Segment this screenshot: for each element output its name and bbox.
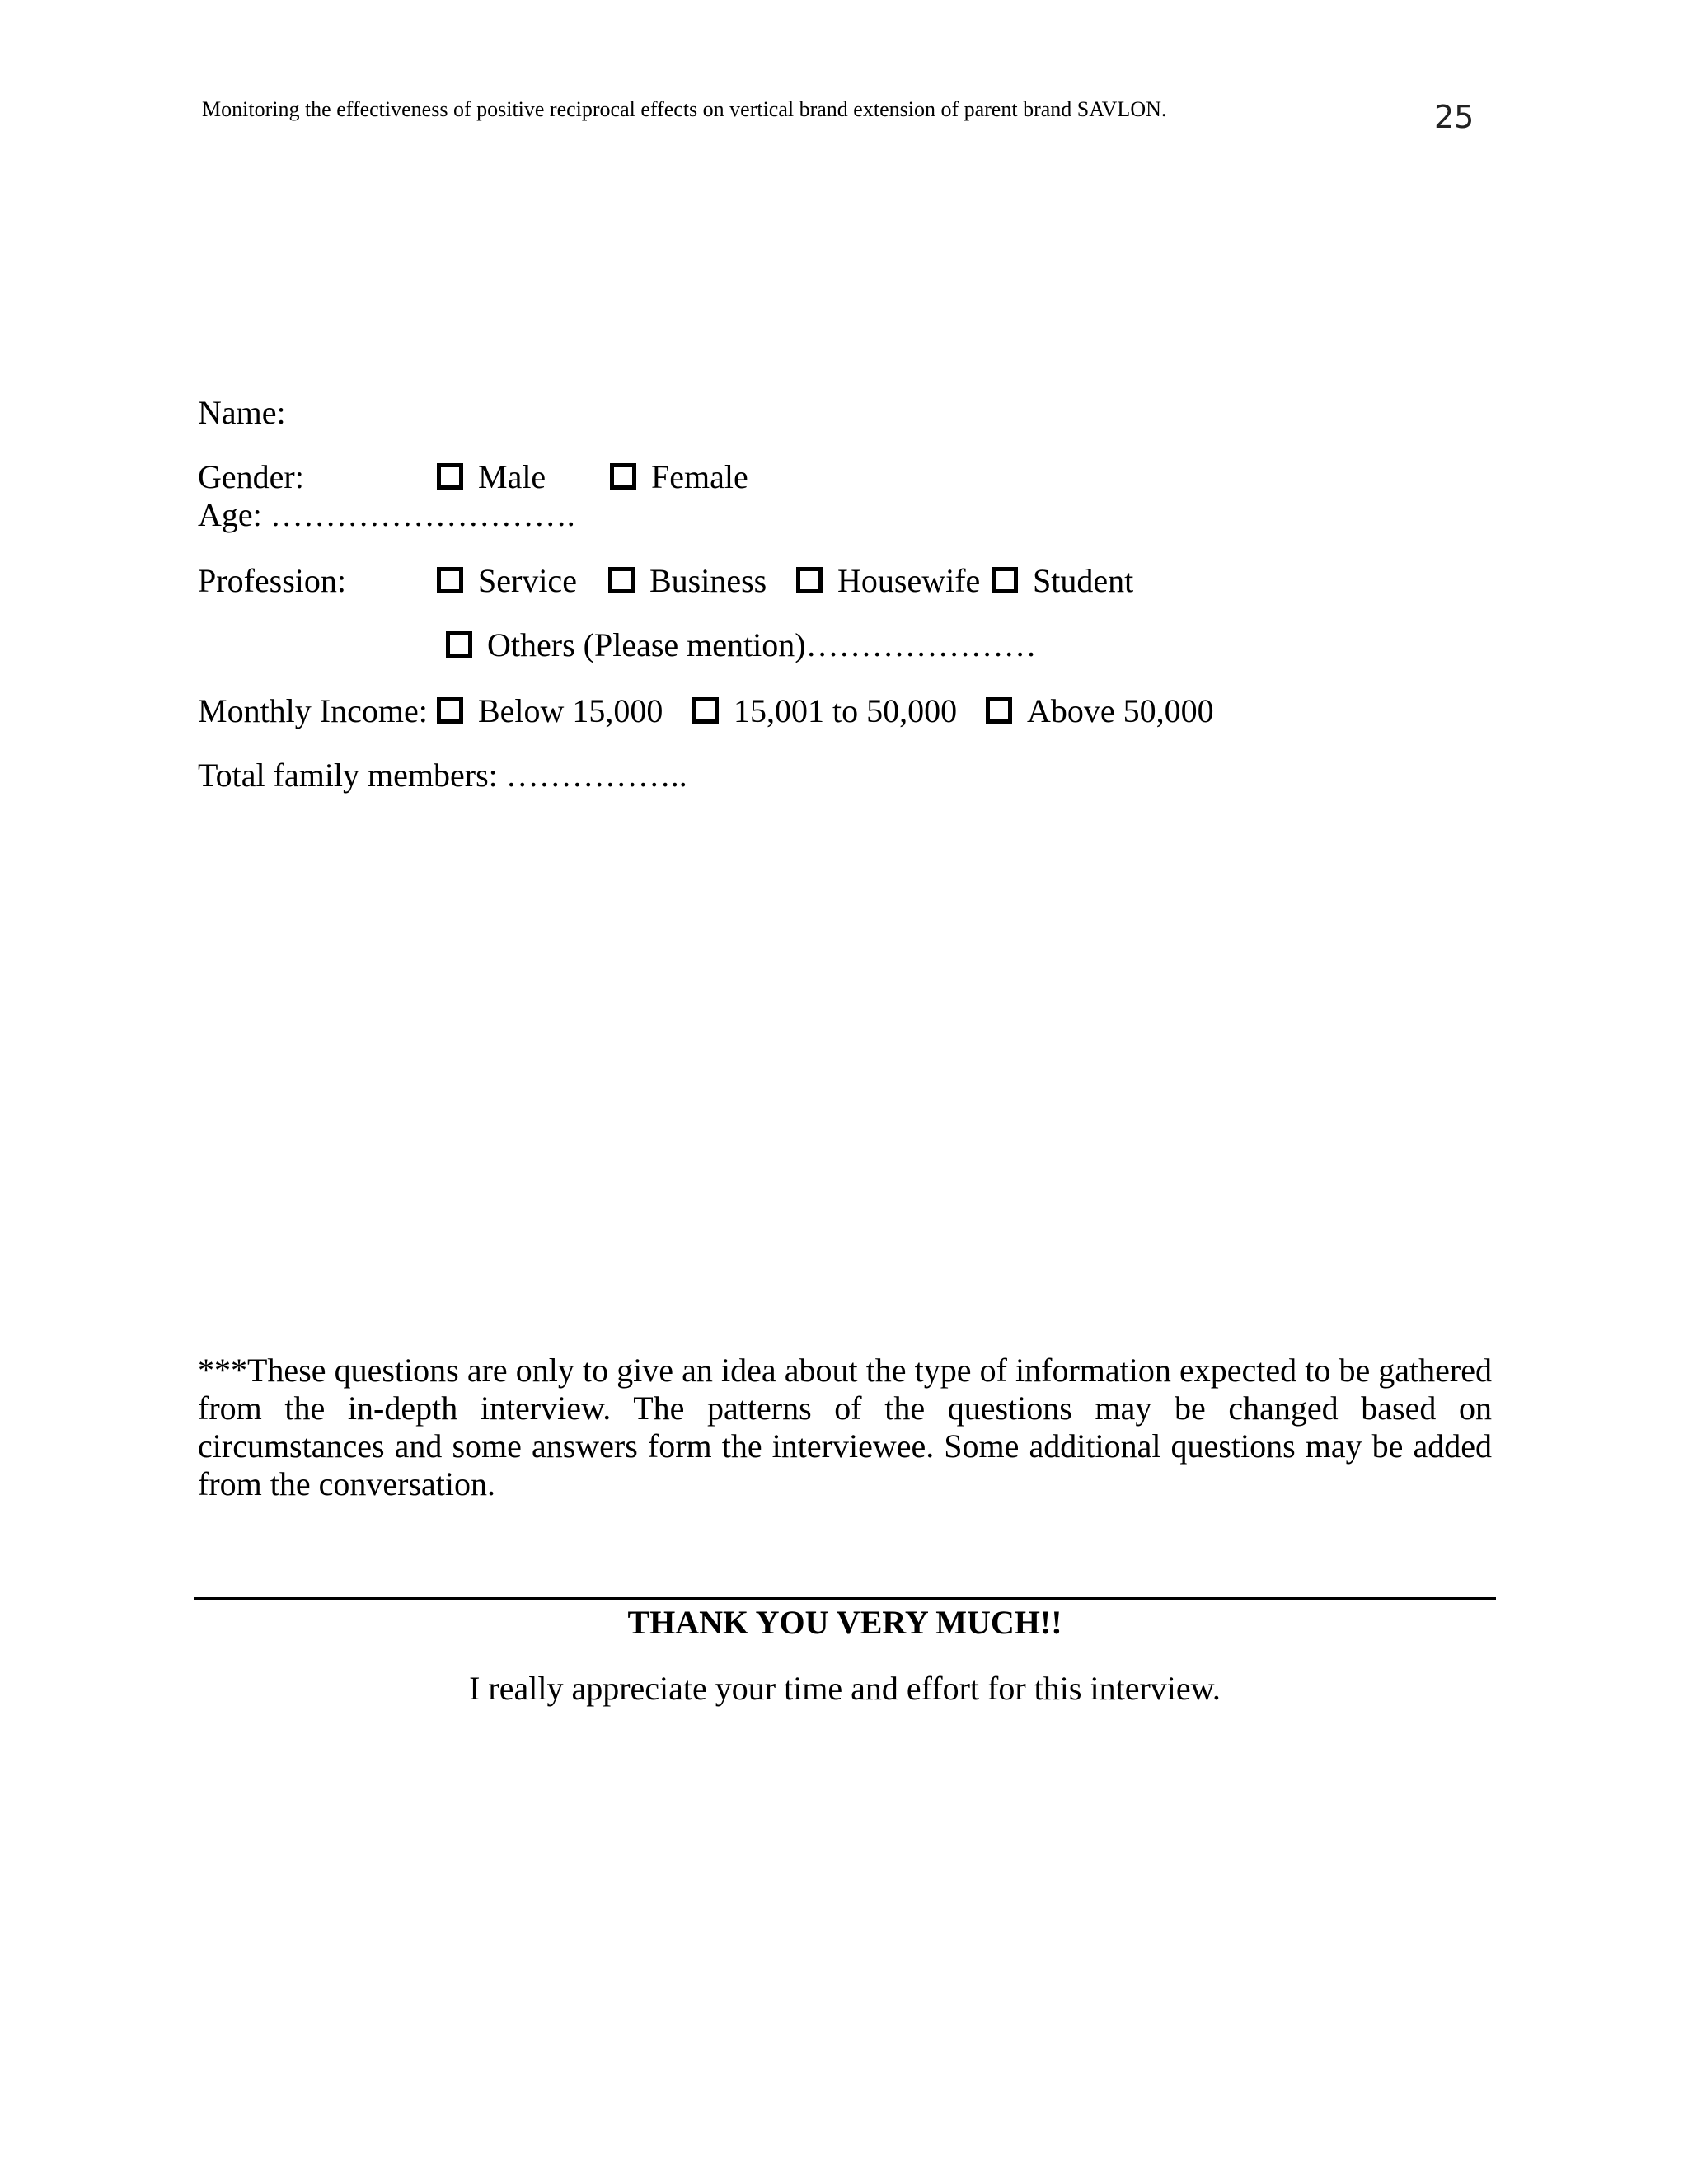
profession-option-label: Student	[1033, 562, 1134, 599]
gender-label: Gender:	[198, 458, 304, 495]
running-header: Monitoring the effectiveness of positive reciprocal effects on vertical brand extension of parent brand SAVLON.	[202, 97, 1167, 121]
family-members-field[interactable]: Total family members: ……………..	[198, 757, 687, 794]
age-field[interactable]: Age: ……………………….	[198, 496, 575, 533]
profession-option-label: Service	[478, 562, 577, 599]
income-option-below[interactable]	[437, 692, 663, 730]
gender-option-label: Female	[651, 458, 748, 495]
profession-option-business[interactable]	[608, 562, 767, 600]
page-number: 25	[1434, 99, 1475, 135]
gender-option-female[interactable]	[610, 458, 748, 496]
appreciation-text: I really appreciate your time and effort for this interview.	[469, 1670, 1221, 1707]
profession-other-label: Others (Please mention)…………………	[487, 626, 1037, 663]
checkbox-icon[interactable]	[692, 697, 719, 724]
interview-note: ***These questions are only to give an idea about the type of information expected to be gathered from the in-depth interview. The patterns of the questions may be changed based on circumstances and some answers form the interviewee. Some additional questions may be added from the conversation.	[198, 1352, 1492, 1502]
profession-option-others[interactable]	[446, 626, 1037, 664]
profession-option-housewife[interactable]	[796, 562, 980, 600]
checkbox-icon[interactable]	[446, 631, 472, 658]
checkbox-icon[interactable]	[986, 697, 1012, 724]
profession-label: Profession:	[198, 562, 346, 599]
profession-option-student[interactable]	[992, 562, 1133, 600]
income-option-label: Above 50,000	[1027, 692, 1214, 729]
checkbox-icon[interactable]	[992, 567, 1018, 593]
income-option-label: 15,001 to 50,000	[734, 692, 958, 729]
checkbox-icon[interactable]	[437, 567, 463, 593]
income-option-above[interactable]	[986, 692, 1214, 730]
checkbox-icon[interactable]	[437, 697, 463, 724]
gender-option-male[interactable]	[437, 458, 546, 496]
gender-option-label: Male	[478, 458, 546, 495]
income-option-middle[interactable]	[692, 692, 957, 730]
income-option-label: Below 15,000	[478, 692, 663, 729]
income-label: Monthly Income:	[198, 692, 428, 729]
profession-option-label: Housewife	[837, 562, 981, 599]
divider	[194, 1597, 1496, 1600]
checkbox-icon[interactable]	[608, 567, 635, 593]
thank-you-heading: THANK YOU VERY MUCH!!	[627, 1604, 1062, 1641]
checkbox-icon[interactable]	[610, 463, 636, 490]
name-label: Name:	[198, 394, 286, 431]
profession-option-label: Business	[649, 562, 767, 599]
checkbox-icon[interactable]	[437, 463, 463, 490]
profession-option-service[interactable]	[437, 562, 577, 600]
checkbox-icon[interactable]	[796, 567, 823, 593]
